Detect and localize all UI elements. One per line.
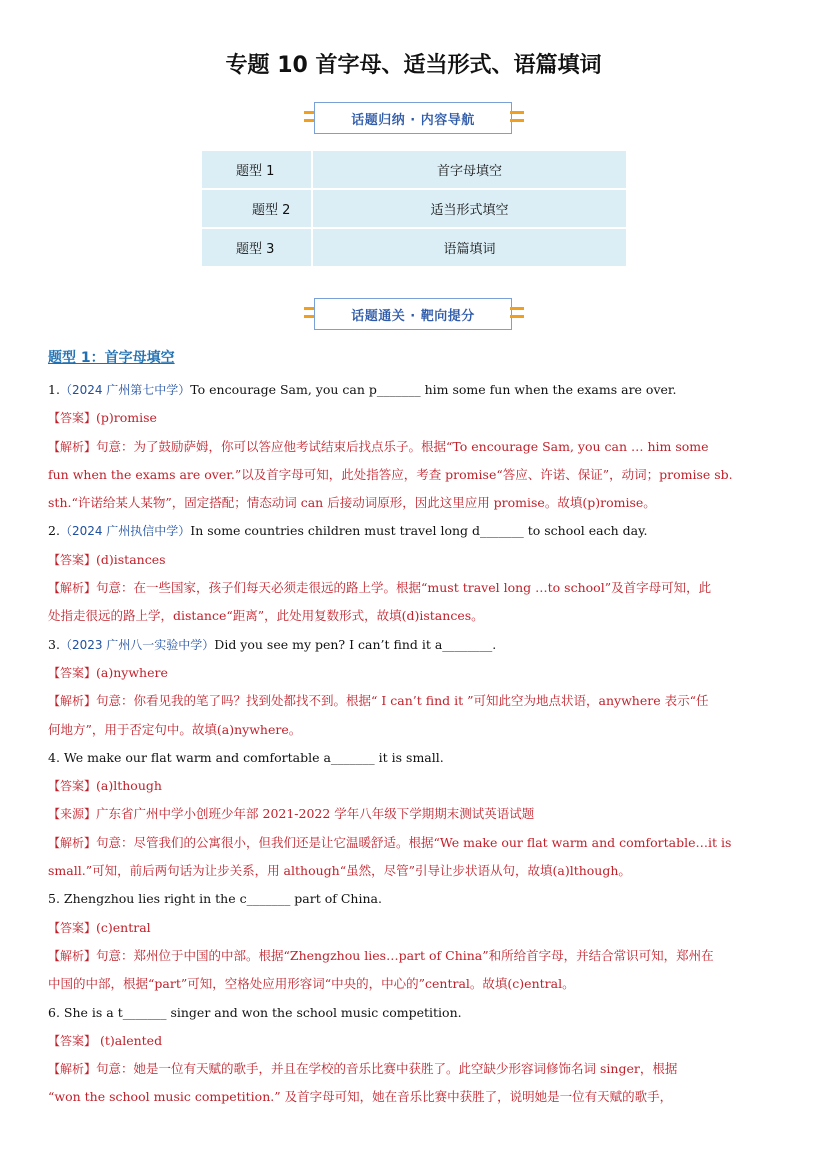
question-number: 1. [48,382,60,397]
answer-line [48,772,780,800]
table-cell-type: 题型 1 [202,151,312,189]
question-number: 2. [48,523,60,539]
banner-right-mark [510,111,524,114]
explanation-continuation [48,489,780,517]
question-text: Did you see my pen? I can’t find it a________. [214,636,497,652]
question-line [48,517,780,545]
explanation-text: fun when the exams are over.”以及首字母可知，此处指答应，考查 promise“答应、许诺、保证”，动词；promise sb. [48,466,733,482]
table-cell-type: 题型 3 [202,228,312,267]
answer-label: 【答案】 [48,779,97,794]
answer-text: 句意：你看见我的笔了吗？找到处都找不到。根据“ I can’t find it ”可知此空为地点状语，anywhere 表示“任 [96,693,709,709]
answer-label: 【解析】 [48,694,97,709]
question-number: 6. [48,1004,60,1020]
answer-text: 句意：尽管我们的公寓很小，但我们还是让它温暖舒适。根据“We make our flat warm and comfortable…it is [96,834,732,850]
answer-label: 【答案】 [48,411,97,426]
page-title: 专题 10 首字母、适当形式、语篇填词 [225,53,602,78]
answer-line [48,1027,780,1055]
explanation-text: 中国的中部，根据“part”可知，空格处应用形容词“中央的，中心的”central。故填(c)entral。 [48,976,575,992]
explanation-text: sth.“许诺给某人某物”，固定搭配；情态动词 can 后接动词原形，因此这里应用 promise。故填(p)romise。 [48,495,656,511]
question-line [48,999,780,1027]
answer-label: 【答案】 [48,665,97,680]
answer-text: 句意：郑州位于中国的中部。根据“Zhengzhou lies…part of China”和所给首字母，并结合常识可知，郑州在 [96,947,714,963]
banner-right-mark [510,315,524,318]
answer-line [48,687,780,715]
question-number: 4. [48,749,60,765]
question-line [48,376,780,404]
answer-text: (a)lthough [96,778,162,794]
table-row [202,189,626,228]
answer-label: 【解析】 [48,581,97,596]
answer-label: 【解析】 [48,835,97,850]
question-text: Zhengzhou lies right in the c_______ part of China. [63,891,382,907]
explanation-continuation [48,1083,780,1111]
table-cell-name: 语篇填词 [312,228,626,267]
table-cell-name: 适当形式填空 [312,189,626,228]
explanation-continuation [48,970,780,998]
question-text: To encourage Sam, you can p_______ him some fun when the exams are over. [190,382,677,397]
answer-label: 【答案】 [48,1033,97,1048]
answer-line [48,574,780,602]
explanation-continuation [48,461,780,489]
question-line [48,744,780,772]
section-title: 题型 1：首字母填空 [48,350,175,366]
explanation-text: “won the school music competition.” 及首字母可知，她在音乐比赛中获胜了，说明她是一位有天赋的歌手， [48,1089,673,1105]
answer-text: 广东省广州中学小创班少年部 2021-2022 学年八年级下学期期末测试英语试题 [96,806,535,822]
nav-banner-label: 话题归纳 · 内容导航 [314,102,512,134]
answer-text: 句意：为了鼓励萨姆，你可以答应他考试结束后找点乐子。根据“To encourage Sam, you can … him some [96,438,709,454]
answer-line [48,942,780,970]
table-cell-type: 题型 2 [202,189,312,228]
table-cell-name: 首字母填空 [312,151,626,189]
answer-text: 句意：她是一位有天赋的歌手，并且在学校的音乐比赛中获胜了。此空缺少形容词修饰名词 singer，根据 [96,1061,678,1077]
answer-line [48,659,780,687]
answer-label: 【解析】 [48,948,97,963]
topic-nav-table [202,151,626,268]
question-list [48,376,780,1112]
answer-label: 【答案】 [48,552,97,567]
answer-line [48,404,780,432]
answer-text: (d)istances [96,551,166,567]
banner-right-mark [510,307,524,310]
explanation-text: small.”可知，前后两句话为让步关系，用 although“虽然，尽管”引导让步状语从句，故填(a)lthough。 [48,863,631,879]
answer-line [48,800,780,828]
answer-label: 【答案】 [48,920,97,935]
answer-line [48,914,780,942]
answer-line [48,829,780,857]
question-text: She is a t_______ singer and won the school music competition. [63,1004,462,1020]
answer-line [48,1055,780,1083]
explanation-continuation [48,716,780,744]
answer-label: 【来源】 [48,807,97,822]
practice-banner [304,296,524,334]
answer-label: 【解析】 [48,1062,97,1077]
question-text: We make our flat warm and comfortable a_______ it is small. [63,749,444,765]
question-source: （2024 广州第七中学） [59,383,191,397]
question-source: （2024 广州执信中学） [59,524,191,539]
answer-text: (p)romise [96,410,157,426]
explanation-text: 处指走很远的路上学，distance“距离”，此处用复数形式，故填(d)istances。 [48,608,484,624]
practice-banner-label: 话题通关 · 靶向提分 [314,298,512,330]
answer-text: (a)nywhere [96,664,168,680]
explanation-continuation [48,602,780,630]
question-source: （2023 广州八一实验中学） [59,637,215,652]
question-number: 5. [48,891,60,907]
answer-line [48,433,780,461]
table-row [202,228,626,267]
answer-line [48,546,780,574]
answer-text: (t)alented [96,1032,163,1048]
answer-text: 句意：在一些国家，孩子们每天必须走很远的路上学。根据“must travel long …to school”及首字母可知，此 [96,580,712,596]
question-number: 3. [48,636,60,652]
question-line [48,885,780,913]
explanation-continuation [48,857,780,885]
answer-text: (c)entral [96,919,151,935]
nav-banner [304,100,524,138]
answer-label: 【解析】 [48,439,97,454]
question-text: In some countries children must travel long d_______ to school each day. [190,523,648,539]
table-row [202,151,626,189]
explanation-text: 何地方”，用于否定句中。故填(a)nywhere。 [48,721,302,737]
question-line [48,631,780,659]
banner-right-mark [510,119,524,122]
